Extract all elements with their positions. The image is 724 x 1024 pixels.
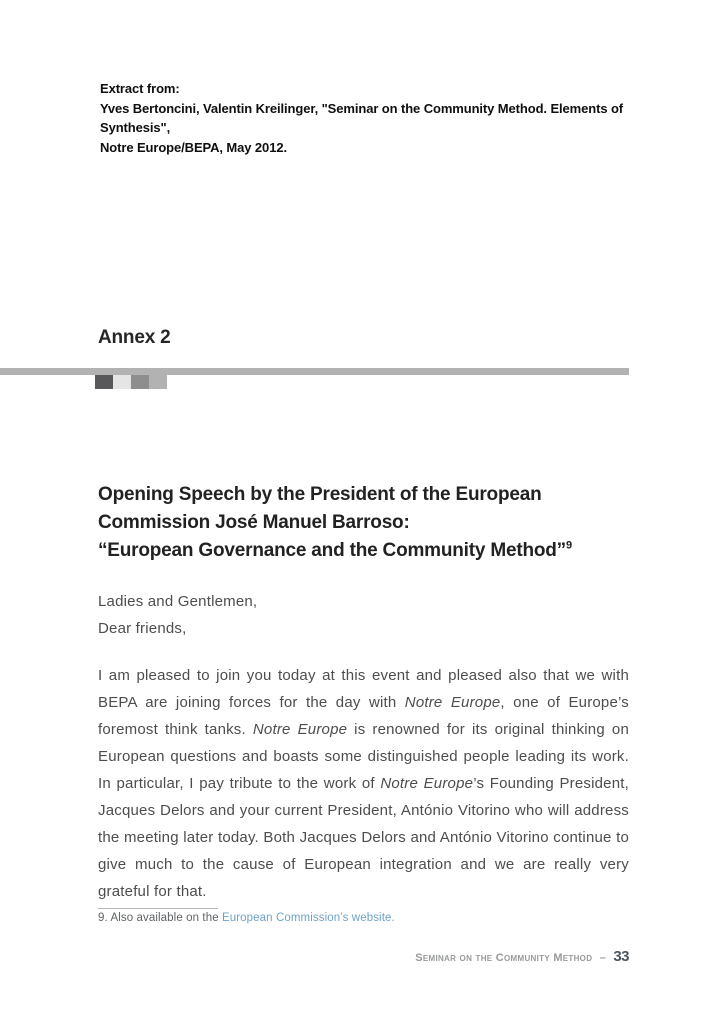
footnote-divider: [98, 908, 218, 909]
paragraph-text: ’s Founding President, Jacques Delors and your current President, António Vitorino who will address the meeting later today. Both Jacques Delors and António Vitorino continue to give much to the cause of European integration and we are really very grateful for that.: [98, 775, 629, 900]
decor-square: [131, 375, 149, 389]
decor-square: [149, 375, 167, 389]
page-footer: [415, 948, 629, 966]
citation-line-1: Extract from:: [100, 81, 180, 96]
decor-square: [95, 375, 113, 389]
running-title: Seminar on the Community Method: [415, 952, 593, 964]
speech-paragraph: [98, 662, 629, 905]
page-number: 33: [613, 948, 629, 965]
paragraph-text: is renowned for its original thinking on European questions and boasts some distinguished people leading its work. In particular, I pay tribute to the work of: [98, 721, 629, 792]
footnote-marker: 9.: [98, 912, 108, 924]
greeting-line-1: Ladies and Gentlemen,: [98, 593, 258, 610]
notre-europe-italic: Notre Europe: [252, 721, 348, 738]
footnote-reference: 9: [565, 539, 572, 552]
footnote-link[interactable]: European Commission’s website.: [221, 912, 395, 924]
footnote: [98, 912, 395, 924]
footnote-text: Also available on the: [107, 912, 222, 924]
citation-line-2: Yves Bertoncini, Valentin Kreilinger, "Seminar on the Community Method. Elements of Synthesis",: [100, 100, 624, 135]
greeting-block: [98, 588, 257, 642]
speech-title-line-2: Commission José Manuel Barroso:: [98, 512, 410, 533]
paragraph-text: , one of Europe’s foremost think tanks.: [98, 694, 629, 738]
citation-line-3: Notre Europe/BEPA, May 2012.: [100, 139, 287, 155]
footer-separator: –: [599, 952, 606, 964]
speech-title-line-3: [98, 537, 638, 565]
greeting-line-2: Dear friends,: [98, 620, 187, 637]
divider-bar: [0, 368, 629, 375]
divider-squares: [95, 375, 167, 389]
notre-europe-italic: Notre Europe: [404, 694, 501, 711]
speech-title: [98, 481, 638, 565]
speech-title-line-1: Opening Speech by the President of the European: [98, 484, 542, 505]
paragraph-text: I am pleased to join you today at this event and pleased also that we with BEPA are joining forces for the day with: [98, 667, 629, 711]
decor-square: [113, 375, 131, 389]
notre-europe-italic: Notre Europe: [380, 775, 474, 792]
annex-heading: Annex 2: [98, 327, 171, 348]
citation-block: [100, 79, 690, 157]
speech-title-quote: “European Governance and the Community Method”: [98, 540, 566, 561]
